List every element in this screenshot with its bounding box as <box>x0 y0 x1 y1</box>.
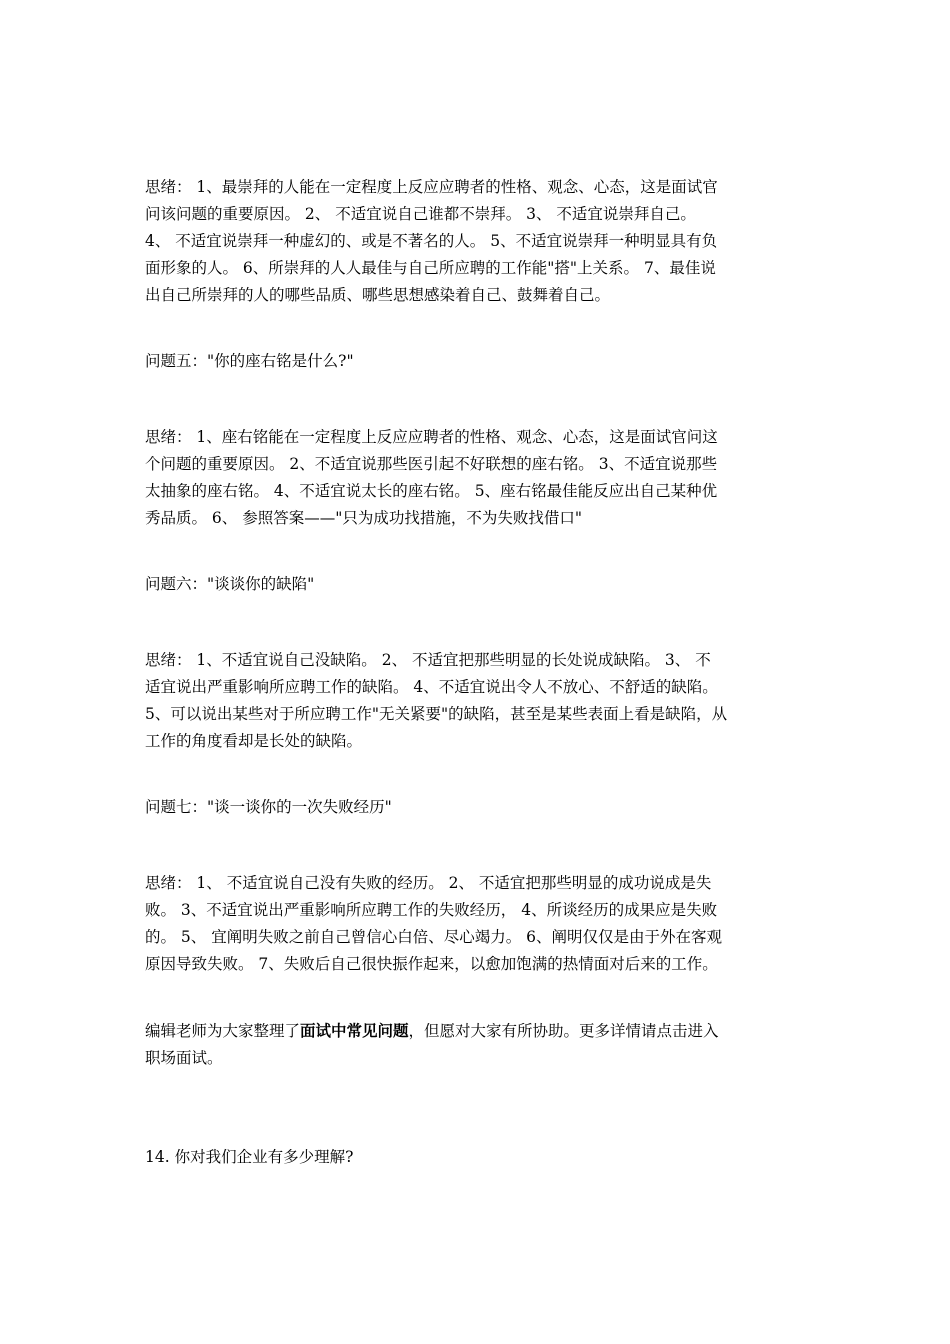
text-line: 思绪： 1、 不适宜说自己没有失败的经历。 2、 不适宜把那些明显的成功说成是失 <box>145 874 712 892</box>
editor-note <box>145 1018 813 1072</box>
workplace-interview-link[interactable]: 职场面试。 <box>145 1049 223 1067</box>
text-line: 原因导致失败。 7、失败后自己很快振作起来，以愈加饱满的热情面对后来的工作。 <box>145 955 718 973</box>
answer-paragraph-q5 <box>145 424 813 532</box>
text-line: 4、 不适宜说崇拜一种虚幻的、或是不著名的人。 5、不适宜说崇拜一种明显具有负 <box>145 232 718 250</box>
editor-note-text-continued: ，但愿对大家有所协助。更多详情请点击进入 <box>408 1022 719 1040</box>
question-five: 问题五："你的座右铭是什么?" <box>145 352 354 370</box>
text-line: 思绪： 1、座右铭能在一定程度上反应应聘者的性格、观念、心态，这是面试官问这 <box>145 428 718 446</box>
text-line: 适宜说出严重影响所应聘工作的缺陷。 4、不适宜说出令人不放心、不舒适的缺陷。 <box>145 678 718 696</box>
text-line: 个问题的重要原因。 2、不适宜说那些医引起不好联想的座右铭。 3、不适宜说那些 <box>145 455 718 473</box>
interview-questions-highlight: 面试中常见问题 <box>300 1022 409 1040</box>
text-line: 5、可以说出某些对于所应聘工作"无关紧要"的缺陷，甚至是某些表面上看是缺陷，从 <box>145 705 728 723</box>
text-line <box>145 1018 813 1045</box>
answer-paragraph-q4 <box>145 174 813 309</box>
question-fourteen: 14. 你对我们企业有多少理解? <box>145 1148 354 1166</box>
answer-paragraph-q7 <box>145 870 813 978</box>
text-line: 的。 5、 宜阐明失败之前自己曾信心白倍、尽心竭力。 6、阐明仅仅是由于外在客观 <box>145 928 723 946</box>
question-six: 问题六："谈谈你的缺陷" <box>145 575 315 593</box>
text-line: 败。 3、不适宜说出严重影响所应聘工作的失败经历， 4、所谈经历的成果应是失败 <box>145 901 718 919</box>
editor-note-text: 编辑老师为大家整理了 <box>145 1022 301 1040</box>
text-line: 工作的角度看却是长处的缺陷。 <box>145 732 363 750</box>
text-line: 问该问题的重要原因。 2、 不适宜说自己谁都不崇拜。 3、 不适宜说崇拜自己。 <box>145 205 696 223</box>
text-line: 出自己所崇拜的人的哪些品质、哪些思想感染着自己、鼓舞着自己。 <box>145 286 611 304</box>
question-seven: 问题七："谈一谈你的一次失败经历" <box>145 798 392 816</box>
text-line: 思绪： 1、最崇拜的人能在一定程度上反应应聘者的性格、观念、心态，这是面试官 <box>145 178 718 196</box>
text-line: 面形象的人。 6、所崇拜的人人最佳与自己所应聘的工作能"搭"上关系。 7、最佳说 <box>145 259 716 277</box>
text-line: 太抽象的座右铭。 4、不适宜说太长的座右铭。 5、座右铭最佳能反应出自己某种优 <box>145 482 718 500</box>
answer-paragraph-q6 <box>145 647 813 755</box>
text-line: 思绪： 1、不适宜说自己没缺陷。 2、 不适宜把那些明显的长处说成缺陷。 3、 不 <box>145 651 711 669</box>
text-line: 秀品质。 6、 参照答案——"只为成功找措施，不为失败找借口" <box>145 509 582 527</box>
